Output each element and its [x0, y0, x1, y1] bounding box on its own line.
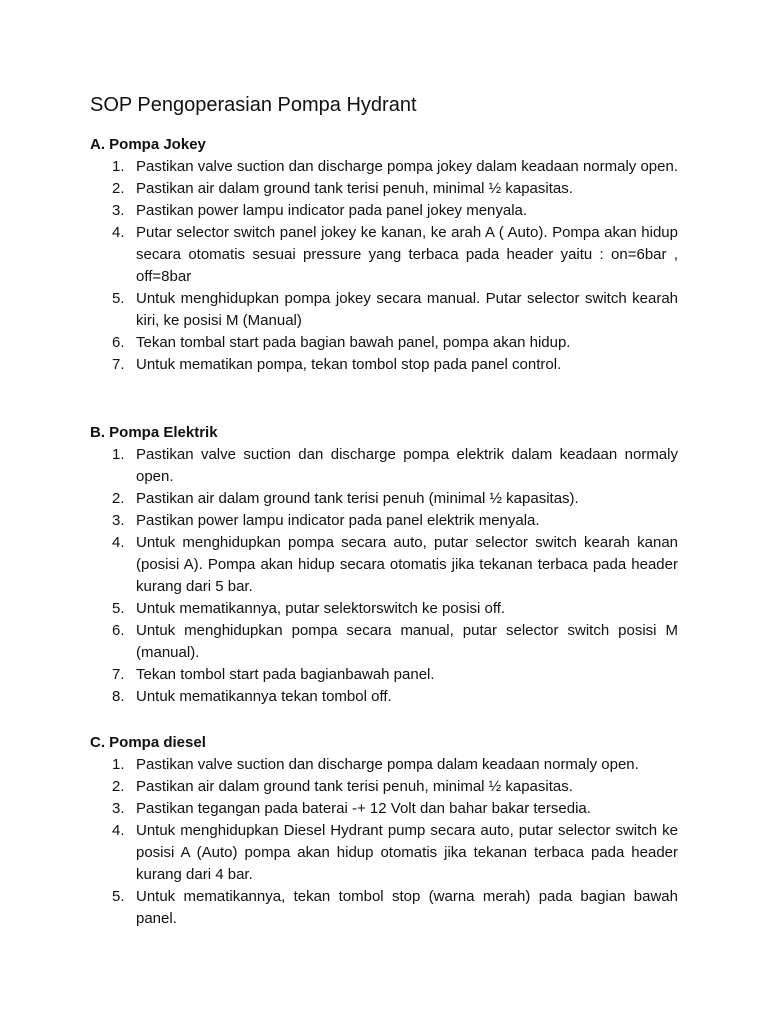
step-number: 4.	[112, 224, 125, 241]
step-number: 2.	[112, 180, 125, 197]
step-text: Pastikan power lampu indicator pada panel jokey menyala.	[136, 202, 528, 219]
step-text: Untuk mematikannya tekan tombol off.	[136, 688, 392, 705]
list-item	[90, 332, 678, 354]
step-text: Pastikan valve suction dan discharge pompa elektrik dalam keadaan normaly open.	[136, 446, 678, 485]
step-number: 1.	[112, 446, 125, 463]
step-text: Tekan tombal start pada bagian bawah panel, pompa akan hidup.	[136, 334, 571, 351]
step-text: Untuk menghidupkan pompa jokey secara manual. Putar selector switch kearah kiri, ke posisi M (Manual)	[136, 290, 678, 329]
section-heading: B. Pompa Elektrik	[90, 424, 218, 441]
step-text: Putar selector switch panel jokey ke kanan, ke arah A ( Auto). Pompa akan hidup secara otomatis sesuai pressure yang terbaca pada header yaitu : on=6bar , off=8bar	[136, 224, 678, 285]
list-item	[90, 156, 678, 178]
list-item	[90, 222, 678, 288]
step-number: 2.	[112, 490, 125, 507]
step-number: 5.	[112, 290, 125, 307]
step-number: 1.	[112, 158, 125, 175]
step-text: Untuk menghidupkan pompa secara manual, putar selector switch posisi M (manual).	[136, 622, 678, 661]
list-item	[90, 686, 678, 708]
step-text: Pastikan valve suction dan discharge pompa dalam keadaan normaly open.	[136, 756, 639, 773]
section-pompa-elektrik	[90, 422, 678, 708]
step-number: 5.	[112, 600, 125, 617]
list-item	[90, 886, 678, 930]
list-item	[90, 532, 678, 598]
step-text: Tekan tombol start pada bagianbawah panel.	[136, 666, 435, 683]
step-text: Untuk mematikan pompa, tekan tombol stop pada panel control.	[136, 356, 562, 373]
list-item	[90, 178, 678, 200]
step-number: 4.	[112, 822, 125, 839]
step-number: 8.	[112, 688, 125, 705]
step-number: 6.	[112, 622, 125, 639]
step-number: 1.	[112, 756, 125, 773]
step-number: 4.	[112, 534, 125, 551]
step-number: 7.	[112, 356, 125, 373]
list-item	[90, 510, 678, 532]
list-item	[90, 598, 678, 620]
step-number: 6.	[112, 334, 125, 351]
step-number: 3.	[112, 800, 125, 817]
step-list	[90, 156, 678, 376]
step-text: Untuk menghidupkan Diesel Hydrant pump secara auto, putar selector switch ke posisi A (Auto) pompa akan hidup otomatis jika tekanan terbaca pada header kurang dari 4 bar.	[136, 822, 678, 883]
list-item	[90, 444, 678, 488]
step-text: Pastikan power lampu indicator pada panel elektrik menyala.	[136, 512, 540, 529]
step-number: 3.	[112, 512, 125, 529]
list-item	[90, 754, 678, 776]
list-item	[90, 288, 678, 332]
step-number: 3.	[112, 202, 125, 219]
step-text: Pastikan air dalam ground tank terisi penuh (minimal ½ kapasitas).	[136, 490, 579, 507]
step-text: Untuk mematikannya, putar selektorswitch ke posisi off.	[136, 600, 506, 617]
step-text: Pastikan air dalam ground tank terisi penuh, minimal ½ kapasitas.	[136, 180, 573, 197]
step-list	[90, 754, 678, 930]
list-item	[90, 620, 678, 664]
section-pompa-jokey	[90, 134, 678, 376]
list-item	[90, 820, 678, 886]
step-list	[90, 444, 678, 708]
step-number: 2.	[112, 778, 125, 795]
list-item	[90, 798, 678, 820]
step-text: Untuk mematikannya, tekan tombol stop (warna merah) pada bagian bawah panel.	[136, 888, 678, 927]
step-text: Pastikan tegangan pada baterai -+ 12 Volt dan bahar bakar tersedia.	[136, 800, 591, 817]
section-heading: C. Pompa diesel	[90, 734, 206, 751]
step-text: Pastikan valve suction dan discharge pompa jokey dalam keadaan normaly open.	[136, 158, 678, 175]
step-number: 5.	[112, 888, 125, 905]
page-title: SOP Pengoperasian Pompa Hydrant	[90, 94, 417, 116]
list-item	[90, 354, 678, 376]
section-pompa-diesel	[90, 732, 678, 930]
list-item	[90, 488, 678, 510]
section-heading: A. Pompa Jokey	[90, 136, 206, 153]
list-item	[90, 664, 678, 686]
step-text: Pastikan air dalam ground tank terisi penuh, minimal ½ kapasitas.	[136, 778, 573, 795]
list-item	[90, 200, 678, 222]
list-item	[90, 776, 678, 798]
step-text: Untuk menghidupkan pompa secara auto, putar selector switch kearah kanan (posisi A). Pompa akan hidup secara otomatis jika tekanan terbaca pada header kurang dari 5 bar.	[136, 534, 678, 595]
step-number: 7.	[112, 666, 125, 683]
